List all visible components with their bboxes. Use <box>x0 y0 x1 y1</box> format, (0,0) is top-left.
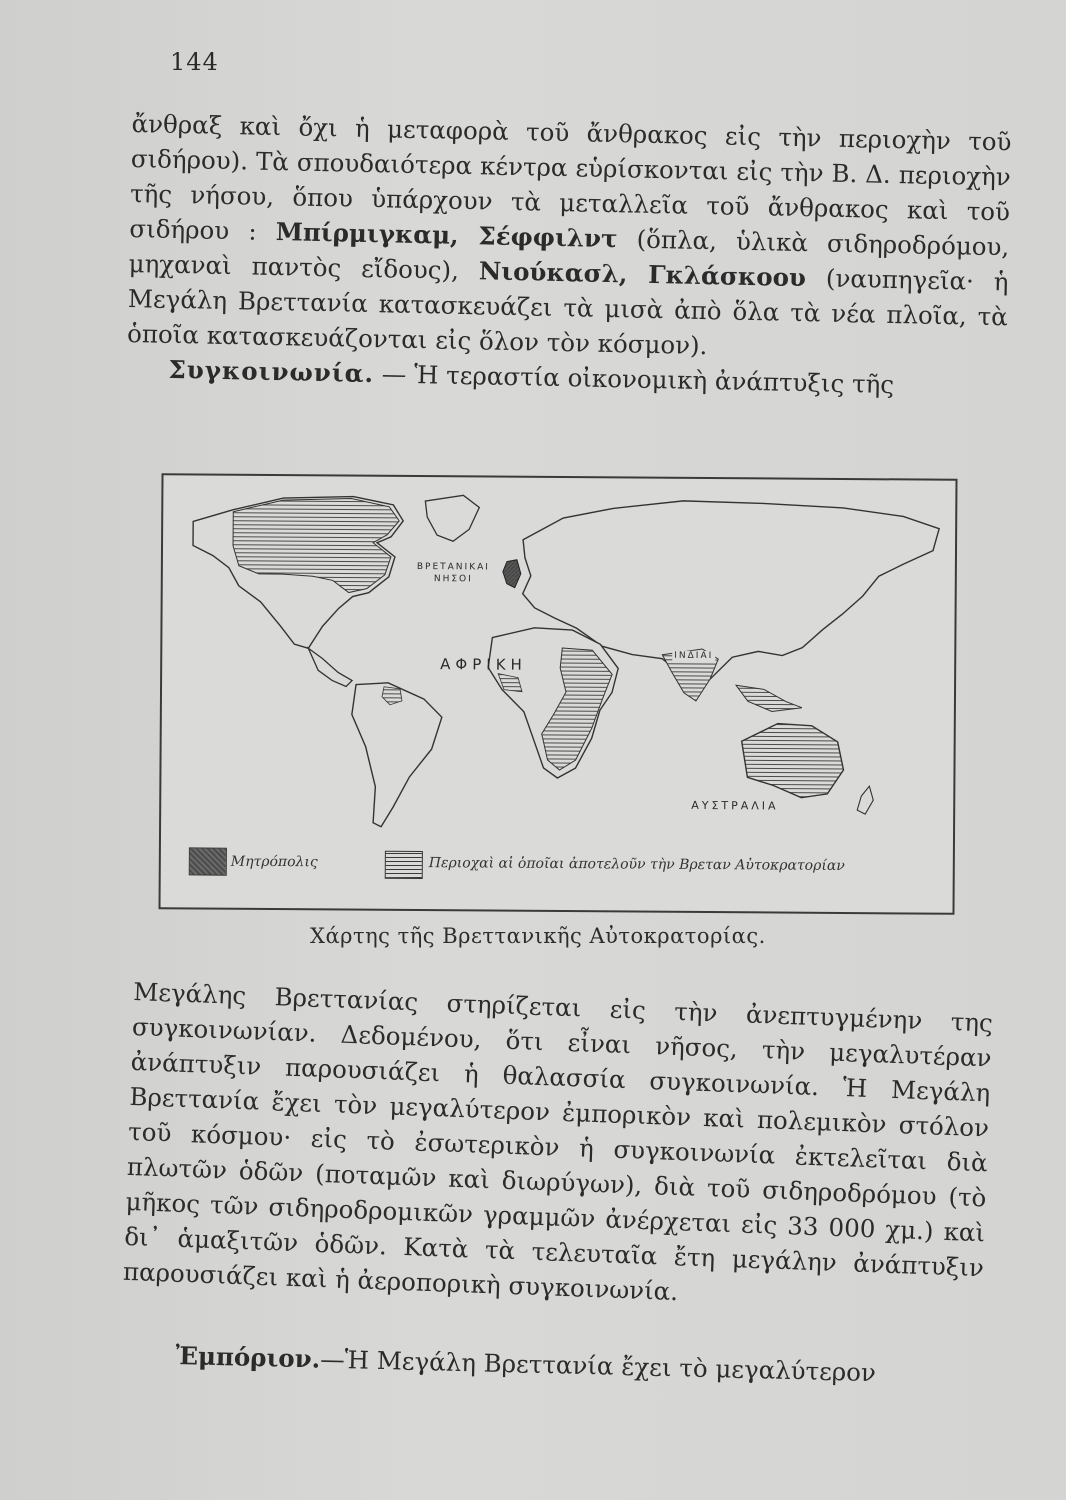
city-names-birmingham-sheffield: Μπίρμιγκαμ, Σέφφιλντ <box>275 217 618 254</box>
legend-label-metropolis: Μητρόπολις <box>230 853 318 871</box>
map-label-india: ΙΝΔΙΑΙ <box>674 650 714 662</box>
malaya-islands-shape <box>736 685 802 711</box>
paragraph-industry-products: (ὅπλα, ὑλικὰ σιδηροδρόμου, μηχαναὶ παντὸς εἴδους), <box>128 224 1010 285</box>
section-heading-trade: Ἐμπόριον. <box>175 1340 321 1374</box>
section-lead-communication: Ἡ τεραστία οἰκονομικὴ ἀνάπτυξις τῆς <box>413 359 895 400</box>
map-label-british-isles-line-1: ΒΡΕΤΑΝΙΚΑΙ <box>416 562 490 573</box>
page-number: 144 <box>170 48 219 76</box>
city-names-newcastle-glasgow: Νιούκασλ, Γκλάσκοου <box>478 256 807 293</box>
legend-swatch-metropolis <box>189 847 227 875</box>
section-lead-trade: Ἡ Μεγάλη Βρεττανία ἔχει τὸ μεγαλύτερον <box>344 1345 877 1388</box>
paragraph-trade-start <box>175 1338 996 1393</box>
new-zealand-shape <box>857 786 873 814</box>
map-legend <box>185 843 945 888</box>
paragraph-industry-shipyards: (ναυπηγεῖα· ἡ Μεγάλη Βρεττανία κατασκευάζει τὰ μισὰ ἀπὸ ὅλα τὰ νέα πλοῖα, τὰ ὁποῖα κατασκευάζονται εἰς ὅλον τὸν κόσμον). <box>126 263 1009 361</box>
empire-map <box>158 473 957 915</box>
greenland-shape <box>425 495 479 541</box>
map-label-british-isles <box>417 561 490 586</box>
australia-shape <box>741 723 844 798</box>
section-heading-communication: Συγκοινωνία. <box>168 354 375 389</box>
map-caption: Χάρτης τῆς Βρεττανικῆς Αὐτοκρατορίας. <box>310 924 766 948</box>
central-america-shape <box>308 648 352 686</box>
legend-label-territories: Περιοχαὶ αἱ ὁποῖαι ἀποτελοῦν τὴν Βρεταν Αὐτοκρατορίαν <box>428 855 845 875</box>
map-label-africa: ΑΦΡΙΚΗ <box>440 655 527 674</box>
paragraph-industry <box>126 106 1012 404</box>
section-dash-trade: — <box>319 1344 346 1375</box>
map-label-australia: ΑΥΣΤΡΑΛΙΑ <box>691 798 779 813</box>
legend-swatch-territories <box>385 851 423 879</box>
paragraph-communication: Μεγάλης Βρεττανίας στηρίζεται εἰς τὴν ἀνεπτυγμένην της συγκοινωνίαν. Δεδομένου, ὅτι εἶναι νῆσος, τὴν μεγαλυτέραν ἀνάπτυξιν παρουσιάζει ἡ θαλασσία συγκοινωνία. Ἡ Μεγάλη Βρεττανία ἔχει τὸν μεγαλύτερον ἐμπορικὸν καὶ πολεμικὸν στόλον τοῦ κόσμου· εἰς τὸ ἐσωτερικὸν ἡ συγκοινωνία ἐκτελεῖται διὰ πλωτῶν ὁδῶν (ποταμῶν καὶ διωρύγων), διὰ τοῦ σιδηροδρόμου (τὸ μῆκος τῶν σιδηροδρομικῶν γραμμῶν ἀνέρχεται εἰς 33 000 χμ.) καὶ δι᾿ ἁμαξιτῶν ὁδῶν. Κατὰ τὰ τελευταῖα ἔτη μεγάλην ἀνάπτυξιν παρουσιάζει καὶ ἡ ἀεροπορικὴ συγκοινωνία. <box>122 976 994 1307</box>
south-america-shape <box>351 683 442 828</box>
section-dash: — <box>373 359 415 389</box>
paragraph-industry-intro: ἄνθραξ καὶ ὄχι ἡ μεταφορὰ τοῦ ἄνθρακος εἰς τὴν περιοχὴν τοῦ σιδήρου). Τὰ σπουδαιότερα κέντρα εὑρίσκονται εἰς τὴν Β. Δ. περιοχὴν τῆς νήσου, ὅπου ὑπάρχουν τὰ μεταλλεῖα τοῦ ἄνθρακος καὶ τοῦ σιδήρου : <box>129 108 1012 246</box>
map-label-british-isles-line-2: ΝΗΣΟΙ <box>433 574 473 585</box>
britain-shape <box>503 560 521 588</box>
